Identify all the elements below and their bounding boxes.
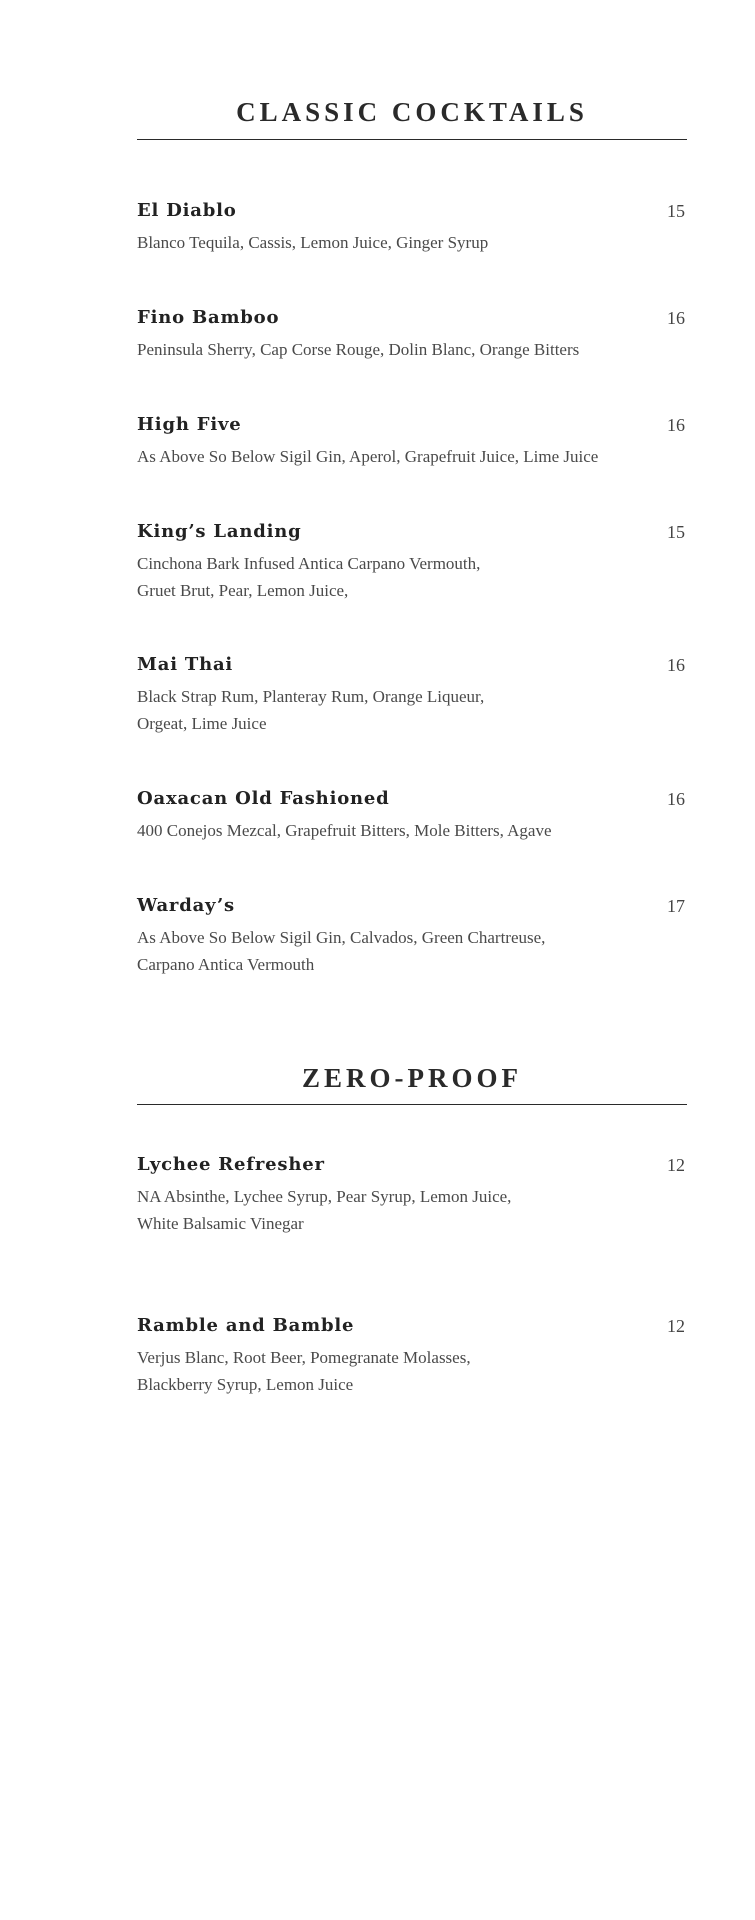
item-price: 12 (667, 1316, 685, 1336)
item-description (137, 683, 657, 737)
item-description (137, 1183, 657, 1237)
item-description-line: As Above So Below Sigil Gin, Calvados, Green Chartreuse, (137, 928, 546, 947)
item-name: Mai Thai (137, 654, 234, 675)
item-name: Warday’s (137, 895, 235, 916)
item-description-line: White Balsamic Vinegar (137, 1214, 304, 1233)
menu-item-el-diablo (137, 199, 687, 256)
item-name: Lychee Refresher (137, 1154, 325, 1175)
section-divider-zero-proof (137, 1104, 687, 1105)
item-description-line: Cinchona Bark Infused Antica Carpano Vermouth, (137, 554, 481, 573)
menu-item-high-five (137, 413, 687, 470)
item-description-line: Peninsula Sherry, Cap Corse Rouge, Dolin Blanc, Orange Bitters (137, 340, 580, 359)
menu-item-oaxacan-old-fashioned (137, 787, 687, 844)
item-description (137, 443, 697, 470)
item-name: Ramble and Bamble (137, 1315, 355, 1336)
menu-item-wardays (137, 894, 687, 978)
item-name: King’s Landing (137, 521, 302, 542)
item-description (137, 1344, 657, 1398)
item-description (137, 924, 657, 978)
item-price: 15 (667, 522, 685, 542)
item-description-line: Blanco Tequila, Cassis, Lemon Juice, Ginger Syrup (137, 233, 489, 252)
item-description-line: Verjus Blanc, Root Beer, Pomegranate Molasses, (137, 1348, 471, 1367)
item-description-line: 400 Conejos Mezcal, Grapefruit Bitters, Mole Bitters, Agave (137, 821, 552, 840)
item-description-line: As Above So Below Sigil Gin, Aperol, Grapefruit Juice, Lime Juice (137, 447, 599, 466)
section-title-classic-cocktails: CLASSIC COCKTAILS (236, 97, 588, 127)
item-description (137, 336, 657, 363)
item-price: 16 (667, 415, 685, 435)
item-price: 15 (667, 201, 685, 221)
item-price: 16 (667, 655, 685, 675)
item-description-line: Black Strap Rum, Planteray Rum, Orange Liqueur, (137, 687, 485, 706)
item-price: 17 (667, 896, 685, 916)
item-name: Oaxacan Old Fashioned (137, 788, 390, 809)
item-description-line: Carpano Antica Vermouth (137, 955, 315, 974)
menu-item-kings-landing (137, 520, 687, 604)
item-price: 16 (667, 789, 685, 809)
item-name: El Diablo (137, 200, 237, 221)
menu-item-lychee-refresher (137, 1153, 687, 1237)
item-description-line: NA Absinthe, Lychee Syrup, Pear Syrup, Lemon Juice, (137, 1187, 512, 1206)
item-description-line: Gruet Brut, Pear, Lemon Juice, (137, 581, 349, 600)
menu-item-mai-thai (137, 653, 687, 737)
item-description-line: Blackberry Syrup, Lemon Juice (137, 1375, 354, 1394)
menu-item-fino-bamboo (137, 306, 687, 363)
item-price: 12 (667, 1155, 685, 1175)
item-name: Fino Bamboo (137, 307, 280, 328)
item-price: 16 (667, 308, 685, 328)
section-divider-classic (137, 139, 687, 140)
item-description-line: Orgeat, Lime Juice (137, 714, 267, 733)
item-description (137, 550, 657, 604)
item-description (137, 229, 657, 256)
section-title-zero-proof: ZERO-PROOF (302, 1063, 522, 1093)
item-description (137, 817, 657, 844)
item-name: High Five (137, 414, 242, 435)
menu-item-ramble-and-bamble (137, 1314, 687, 1398)
